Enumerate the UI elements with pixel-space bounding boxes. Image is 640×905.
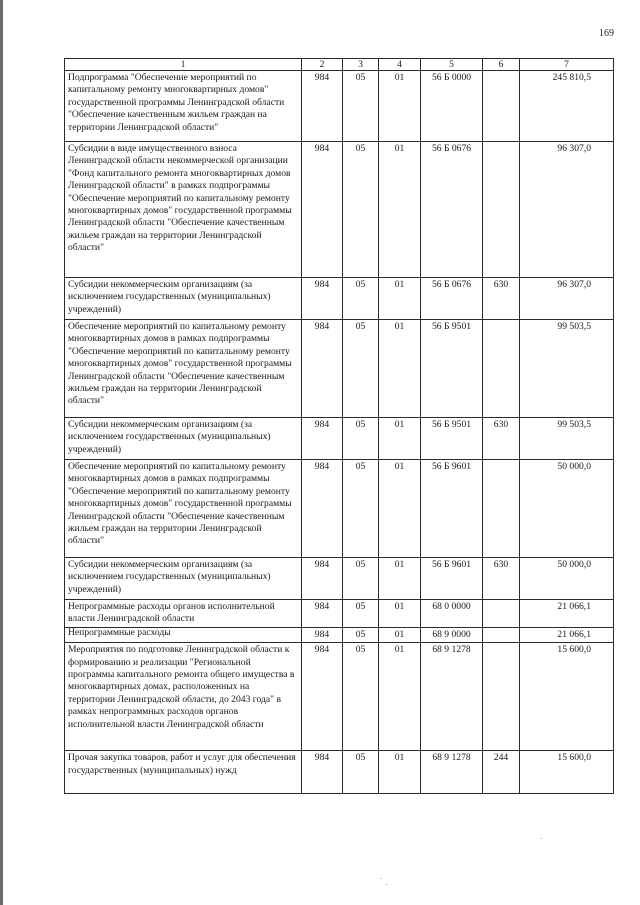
item-name-cell: Субсидии некоммерческим организациям (за исключением государственных (муниципальных) учреждений) <box>65 558 302 600</box>
header-cell-1: 1 <box>65 59 302 71</box>
subsection-code-cell: 01 <box>379 558 421 600</box>
header-cell-3: 3 <box>343 59 379 71</box>
amount-cell: 50 000,0 <box>520 558 614 600</box>
scan-speck <box>386 884 387 885</box>
target-article-cell: 68 9 1278 <box>421 643 483 751</box>
target-article-cell: 56 Б 0676 <box>421 142 483 278</box>
amount-cell: 245 810,5 <box>520 71 614 142</box>
subsection-code-cell: 01 <box>379 600 421 628</box>
target-article-cell: 56 Б 9601 <box>421 558 483 600</box>
table-row <box>65 278 614 320</box>
subsection-code-cell: 01 <box>379 751 421 794</box>
table-row <box>65 643 614 751</box>
table-row <box>65 600 614 628</box>
item-name-cell: Обеспечение мероприятий по капитальному ремонту многоквартирных домов в рамках подпрограммы "Обеспечение мероприятий по капитальному ремонту многоквартирных домов" государственной программы Ленинградской области "Обеспечение качественным жильем граждан на территории Ленинградской области" <box>65 460 302 558</box>
item-name-cell: Обеспечение мероприятий по капитальному ремонту многоквартирных домов в рамках подпрограммы "Обеспечение мероприятий по капитальному ремонту многоквартирных домов" государственной программы Ленинградской области "Обеспечение качественным жильем граждан на территории Ленинградской области" <box>65 320 302 418</box>
ved-code-cell: 984 <box>302 751 343 794</box>
header-row <box>65 59 614 71</box>
header-cell-7: 7 <box>520 59 614 71</box>
section-code-cell: 05 <box>343 278 379 320</box>
header-cell-4: 4 <box>379 59 421 71</box>
target-article-cell: 56 Б 0676 <box>421 278 483 320</box>
amount-cell: 99 503,5 <box>520 320 614 418</box>
ved-code-cell: 984 <box>302 71 343 142</box>
section-code-cell: 05 <box>343 71 379 142</box>
item-name-cell: Субсидии некоммерческим организациям (за исключением государственных (муниципальных) учреждений) <box>65 418 302 460</box>
target-article-cell: 56 Б 0000 <box>421 71 483 142</box>
section-code-cell: 05 <box>343 627 379 642</box>
item-name-cell: Непрограммные расходы органов исполнительной власти Ленинградской области <box>65 600 302 628</box>
expense-type-cell: 244 <box>483 751 520 794</box>
subsection-code-cell: 01 <box>379 627 421 642</box>
expense-type-cell: 630 <box>483 558 520 600</box>
ved-code-cell: 984 <box>302 600 343 628</box>
section-code-cell: 05 <box>343 320 379 418</box>
table-row <box>65 751 614 794</box>
table-row <box>65 460 614 558</box>
target-article-cell: 68 9 1278 <box>421 751 483 794</box>
table-row <box>65 627 614 642</box>
amount-cell: 15 600,0 <box>520 643 614 751</box>
budget-table <box>64 58 614 794</box>
ved-code-cell: 984 <box>302 460 343 558</box>
table-row <box>65 71 614 142</box>
header-cell-5: 5 <box>421 59 483 71</box>
section-code-cell: 05 <box>343 142 379 278</box>
subsection-code-cell: 01 <box>379 418 421 460</box>
section-code-cell: 05 <box>343 418 379 460</box>
item-name-cell: Мероприятия по подготовке Ленинградской области к формированию и реализации "Региональной программы капитального ремонта общего имущества в многоквартирных домах, расположенных на территории Ленинградской области, до 2043 года" в рамках непрограммных расходов органов исполнительной власти Ленинградской области <box>65 643 302 751</box>
table-row <box>65 558 614 600</box>
header-cell-6: 6 <box>483 59 520 71</box>
scan-edge <box>0 0 3 905</box>
header-cell-2: 2 <box>302 59 343 71</box>
table-row <box>65 142 614 278</box>
subsection-code-cell: 01 <box>379 142 421 278</box>
expense-type-cell <box>483 320 520 418</box>
amount-cell: 50 000,0 <box>520 460 614 558</box>
item-name-cell: Субсидии в виде имущественного взноса Ленинградской области некоммерческой организации "Фонд капитального ремонта многоквартирных домов Ленинградской области" в рамках подпрограммы "Обеспечение мероприятий по капитальному ремонту многоквартирных домов" государственной программы Ленинградской области "Обеспечение качественным жильем граждан на территории Ленинградской области" <box>65 142 302 278</box>
target-article-cell: 56 Б 9501 <box>421 418 483 460</box>
subsection-code-cell: 01 <box>379 278 421 320</box>
target-article-cell: 68 0 0000 <box>421 600 483 628</box>
section-code-cell: 05 <box>343 751 379 794</box>
ved-code-cell: 984 <box>302 643 343 751</box>
item-name-cell: Подпрограмма "Обеспечение мероприятий по капитальному ремонту многоквартирных домов" государственной программы Ленинградской области "Обеспечение качественным жильем граждан на территории Ленинградской области" <box>65 71 302 142</box>
item-name-cell: Непрограммные расходы <box>65 627 302 642</box>
scan-speck <box>541 838 542 839</box>
expense-type-cell <box>483 600 520 628</box>
table-row <box>65 320 614 418</box>
amount-cell: 15 600,0 <box>520 751 614 794</box>
subsection-code-cell: 01 <box>379 643 421 751</box>
section-code-cell: 05 <box>343 643 379 751</box>
section-code-cell: 05 <box>343 600 379 628</box>
ved-code-cell: 984 <box>302 418 343 460</box>
section-code-cell: 05 <box>343 460 379 558</box>
amount-cell: 96 307,0 <box>520 142 614 278</box>
item-name-cell: Прочая закупка товаров, работ и услуг для обеспечения государственных (муниципальных) нужд <box>65 751 302 794</box>
scan-speck <box>380 878 381 879</box>
amount-cell: 99 503,5 <box>520 418 614 460</box>
item-name-cell: Субсидии некоммерческим организациям (за исключением государственных (муниципальных) учреждений) <box>65 278 302 320</box>
target-article-cell: 56 Б 9601 <box>421 460 483 558</box>
section-code-cell: 05 <box>343 558 379 600</box>
ved-code-cell: 984 <box>302 320 343 418</box>
expense-type-cell: 630 <box>483 418 520 460</box>
expense-type-cell <box>483 142 520 278</box>
amount-cell: 21 066,1 <box>520 600 614 628</box>
subsection-code-cell: 01 <box>379 71 421 142</box>
page-number: 169 <box>599 28 614 39</box>
expense-type-cell <box>483 643 520 751</box>
ved-code-cell: 984 <box>302 558 343 600</box>
subsection-code-cell: 01 <box>379 320 421 418</box>
amount-cell: 96 307,0 <box>520 278 614 320</box>
ved-code-cell: 984 <box>302 142 343 278</box>
target-article-cell: 56 Б 9501 <box>421 320 483 418</box>
table-row <box>65 418 614 460</box>
target-article-cell: 68 9 0000 <box>421 627 483 642</box>
ved-code-cell: 984 <box>302 627 343 642</box>
ved-code-cell: 984 <box>302 278 343 320</box>
amount-cell: 21 066,1 <box>520 627 614 642</box>
subsection-code-cell: 01 <box>379 460 421 558</box>
expense-type-cell <box>483 460 520 558</box>
expense-type-cell <box>483 71 520 142</box>
expense-type-cell: 630 <box>483 278 520 320</box>
expense-type-cell <box>483 627 520 642</box>
